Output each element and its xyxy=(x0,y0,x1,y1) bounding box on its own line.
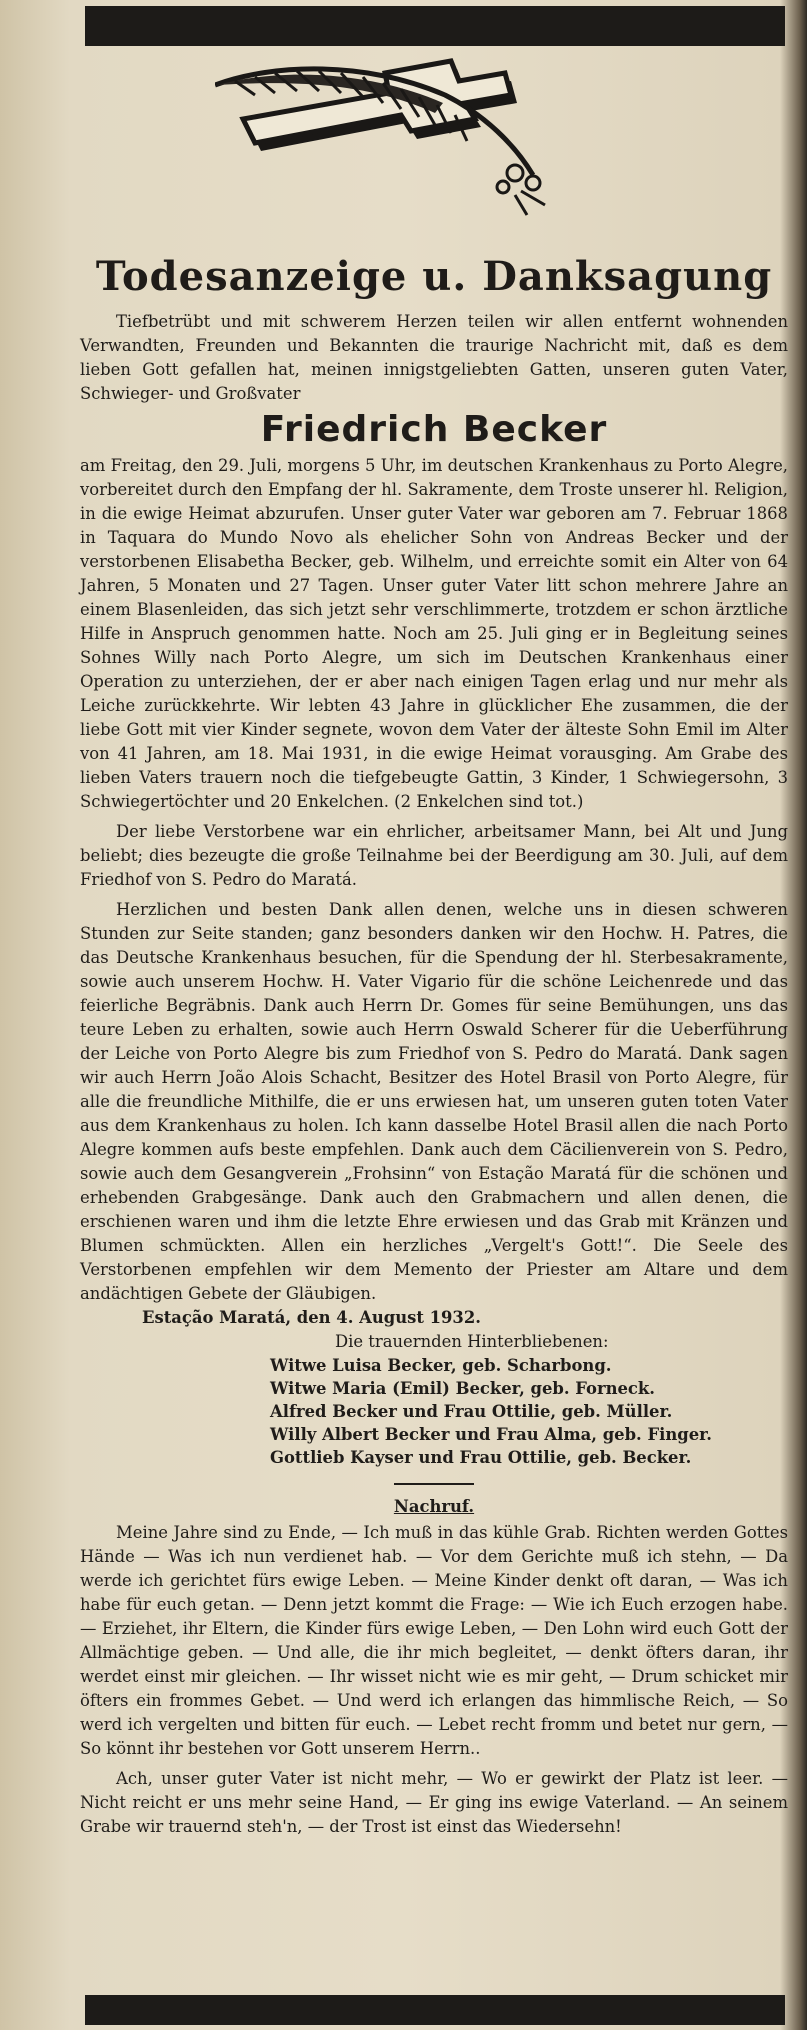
thanks-paragraph: Herzlichen und besten Dank allen denen, welche uns in diesen schweren Stunden zur Seite standen; ganz besonders danken wir den Hochw. H. Patres, die das Deutsche Krankenhaus besuchen, für die Spendung der hl. Sterbesakramente, sowie auch unserem Hochw. H. Vater Vigario für die schöne Leichenrede und das feierliche Begräbnis. Dank auch Herrn Dr. Gomes für seine Bemühungen, uns das teure Leben zu erhalten, sowie auch Herrn Oswald Scherer für die Ueberführung der Leiche von Porto Alegre bis zum Friedhof von S. Pedro do Maratá. Dank sagen wir auch Herrn João Alois Schacht, Besitzer des Hotel Brasil von Porto Alegre, für alle die freundliche Mithilfe, die er uns erwiesen hat, um unseren guten toten Vater aus dem Krankenhaus zu holen. Ich kann dasselbe Hotel Brasil allen die nach Porto Alegre kommen aufs beste empfehlen. Dank auch dem Cäcilienverein von S. Pedro, sowie auch dem Gesangverein „Frohsinn“ von Estação Maratá für die schönen und erhebenden Grabgesänge. Dank auch den Grabmachern und allen denen, die erschienen waren und ihm die letzte Ehre erwiesen und das Grab mit Kränzen und Blumen schmückten. Allen ein herzliches „Vergelt's Gott!“. Die Seele des Verstorbenen empfehlen wir dem Memento der Priester am Altare und dem andächtigen Gebete der Gläubigen. xyxy=(80,900,788,1303)
notice-headline: Todesanzeige u. Danksagung xyxy=(95,253,773,300)
death-details-paragraph: am Freitag, den 29. Juli, morgens 5 Uhr, im deutschen Krankenhaus zu Porto Alegre, vorbereitet durch den Empfang der hl. Sakramente, dem Troste unserer hl. Religion, in die ewige Heimat abzurufen. Unser guter Vater war geboren am 7. Februar 1868 in Taquara do Mundo Novo als ehelicher Sohn von Andreas Becker und der verstorbenen Elisabetha Becker, geb. Wilhelm, und erreichte somit ein Alter von 64 Jahren, 5 Monaten und 27 Tagen. Unser guter Vater litt schon mehrere Jahre an einem Blasenleiden, das sich jetzt sehr verschlimmerte, trotzdem er schon ärztliche Hilfe in Anspruch genommen hatte. Noch am 25. Juli ging er in Begleitung seines Sohnes Willy nach Porto Alegre, um sich im Deutschen Krankenhaus einer Operation zu unterziehen, der er aber nach einigen Tagen erlag und nur mehr als Leiche zurückkehrte. Wir lebten 43 Jahre in glücklicher Ehe zusammen, die der liebe Gott mit vier Kinder segnete, wovon dem Vater der älteste Sohn Emil im Alter von 41 Jahren, am 18. Mai 1931, in die ewige Heimat vorausging. Am Grabe des lieben Vaters trauern noch die tiefgebeugte Gattin, 3 Kinder, 1 Schwiegersohn, 3 Schwiegertöchter und 20 Enkelchen. (2 Enkelchen sind tot.) xyxy=(80,456,788,811)
cross-icon xyxy=(215,55,635,235)
mourner-entry: Witwe Maria (Emil) Becker, geb. Forneck. xyxy=(270,1379,655,1398)
mourner-entry: Witwe Luisa Becker, geb. Scharbong. xyxy=(270,1356,612,1375)
cross-and-palm-emblem xyxy=(215,55,635,239)
deceased-name: Friedrich Becker xyxy=(260,409,608,450)
place-and-date: Estação Maratá, den 4. August 1932. xyxy=(142,1308,481,1327)
mourner-entry: Willy Albert Becker und Frau Alma, geb. Finger. xyxy=(270,1425,712,1444)
section-divider xyxy=(394,1483,474,1485)
mourner-entry: Gottlieb Kayser und Frau Ottilie, geb. Becker. xyxy=(270,1448,692,1467)
death-notice-article xyxy=(80,252,788,1839)
nachruf-stanza-1: Meine Jahre sind zu Ende, — Ich muß in das kühle Grab. Richten werden Gottes Hände — Was ich nun verdienet hab. — Vor dem Gerichte muß ich stehn, — Da werde ich gerichtet fürs ewige Leben. — Meine Kinder denkt oft daran, — Was ich habe für euch getan. — Denn jetzt kommt die Frage: — Wie ich Euch erzogen habe. — Erziehet, ihr Eltern, die Kinder fürs ewige Leben, — Den Lohn wird euch Gott der Allmächtige geben. — Und alle, die ihr mich begleitet, — denkt öfters daran, ihr werdet einst mir gleichen. — Ihr wisset nicht wie es mir geht, — Drum schicket mir öfters ein frommes Gebet. — Und werd ich erlangen das himmlische Reich, — So werd ich vergelten und bitten für euch. — Lebet recht fromm und betet nur gern, — So könnt ihr bestehen vor Gott unserem Herrn.. xyxy=(80,1523,788,1758)
character-paragraph: Der liebe Verstorbene war ein ehrlicher, arbeitsamer Mann, bei Alt und Jung beliebt; dies bezeugte die große Teilnahme bei der Beerdigung am 30. Juli, auf dem Friedhof von S. Pedro do Maratá. xyxy=(80,822,788,889)
intro-paragraph: Tiefbetrübt und mit schwerem Herzen teilen wir allen entfernt wohnenden Verwandten, Freunden und Bekannten die traurige Nachricht mit, daß es dem lieben Gott gefallen hat, meinen innigstgeliebten Gatten, unseren guten Vater, Schwieger- und Großvater xyxy=(80,312,788,403)
nachruf-stanza-2: Ach, unser guter Vater ist nicht mehr, — Wo er gewirkt der Platz ist leer. — Nicht reicht er uns mehr seine Hand, — Er ging ins ewige Vaterland. — An seinem Grabe wir trauernd steh'n, — der Trost ist einst das Wiedersehn! xyxy=(80,1769,788,1836)
top-black-rule xyxy=(85,6,785,46)
nachruf-heading: Nachruf. xyxy=(393,1497,475,1516)
mourners-list xyxy=(80,1354,788,1469)
mourners-heading: Die trauernden Hinterbliebenen: xyxy=(335,1332,609,1351)
mourner-entry: Alfred Becker und Frau Ottilie, geb. Müller. xyxy=(270,1402,673,1421)
bottom-black-rule xyxy=(85,1995,785,2025)
